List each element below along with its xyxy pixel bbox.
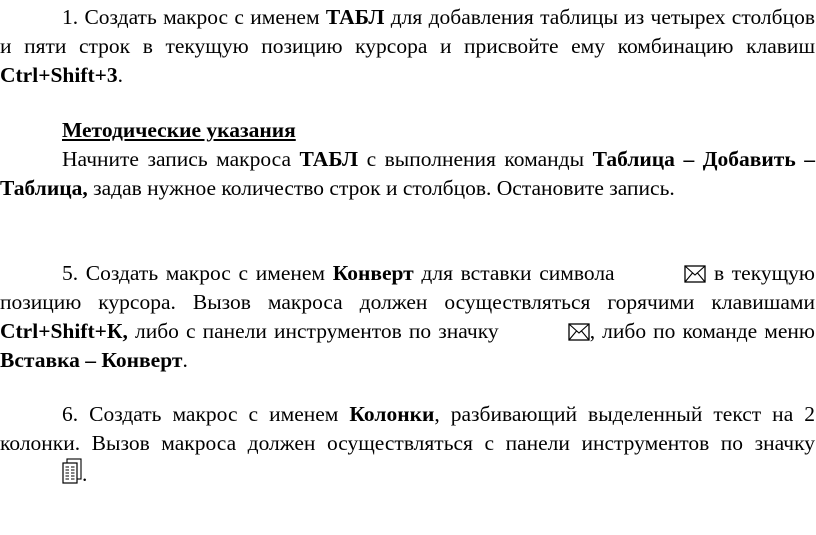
envelope-icon — [622, 265, 706, 283]
macro-name-tabl: ТАБЛ — [325, 5, 385, 29]
shortcut-ctrl-shift-k: Ctrl+Shift+К, — [0, 319, 128, 343]
task-5-paragraph: 5. Создать макрос с именем Конверт для вставки символа в текущую позицию курсора. Вызов макроса должен осуществляться горячими клавишами Ctrl+Shift+К, либо с панели инструментов по значку , либо по команде меню Вставка – Конверт. — [0, 261, 815, 372]
task-5-number: 5. — [62, 261, 79, 285]
columns-icon — [0, 458, 82, 484]
macro-name-tabl-2: ТАБЛ — [299, 147, 359, 171]
task-1-paragraph: 1. Создать макрос с именем ТАБЛ для добавления таблицы из четырех столбцов и пяти строк в текущую позицию курсора и присвойте ему комбинацию клавиш Ctrl+Shift+3. — [0, 5, 816, 87]
task-6-paragraph: 6. Создать макрос с именем Колонки, разбивающий выделенный текст на 2 колонки. Вызов макроса должен осуществляться с панели инструментов по значку . — [0, 402, 815, 486]
guidelines-heading: Методические указания — [62, 118, 296, 142]
envelope-icon — [506, 323, 590, 341]
macro-name-kolonki: Колонки — [349, 402, 435, 426]
menu-command-table: Таблица – Добавить – Таблица, — [0, 147, 815, 200]
macro-name-konvert: Конверт — [332, 261, 414, 285]
task-1-number: 1. — [62, 5, 79, 29]
guidelines-paragraph: Начните запись макроса ТАБЛ с выполнения команды Таблица – Добавить – Таблица, задав нужное количество строк и столбцов. Остановите запись. — [0, 147, 815, 200]
guidelines-heading-line — [0, 116, 815, 145]
menu-command-insert-konvert: Вставка – Конверт — [0, 348, 183, 372]
task-6-number: 6. — [62, 402, 79, 426]
shortcut-ctrl-shift-3: Ctrl+Shift+3 — [0, 63, 118, 87]
